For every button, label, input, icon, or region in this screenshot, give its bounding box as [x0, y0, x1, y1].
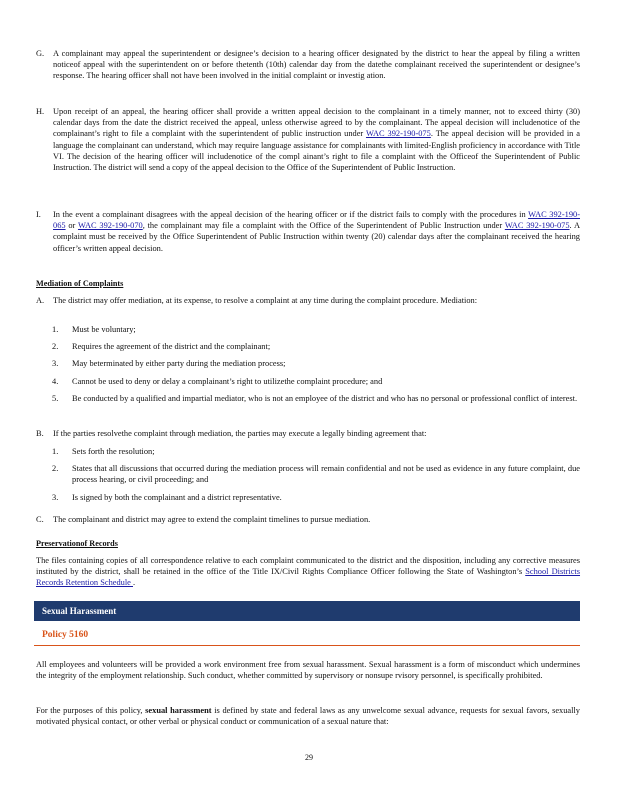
mediation-heading: Mediation of Complaints: [36, 279, 124, 288]
wac-link[interactable]: WAC 392-190-065: [53, 210, 580, 231]
item-letter: C.: [36, 515, 44, 524]
item-text: Upon receipt of an appeal, the hearing officer shall provide a written appeal decision to the complainant in a timely manner, not to exceed thirty (30) calendar days from the date the district received the appeal, unless otherwise agreed to by the complainant. The appeal decision will includenotice of the complainant’s right to file a complaint with the superintendent of public instruction under WAC 392-190-075. The appeal decision will be provided in a language the complainant can understand, which may require language assistance for complainants with limited-English proficiency in accordance with Title VI. The decision of the hearing officer will includenotice of the compl ainant’s right to file a complaint with the Officeof the Superintendent of Public Instruction. The district will send a copy of the appeal decision to the Office of the Superintendent of Public Instruction.: [53, 107, 580, 173]
mediation-item-c: [36, 514, 580, 525]
mediation-item-a: [36, 295, 580, 306]
list-item: 1. Must be voluntary;: [52, 325, 136, 334]
item-text: A complainant may appeal the superintendent or designee’s decision to a hearing officer designated by the district to hear the appeal by filing a written noticeof appeal with the superintendent on or before thetenth (10th) calendar day from the datethe complainant received the superintendent or designee’s response. The hearing officer shall not have been involved in the initial complaint or investig ation.: [53, 49, 580, 81]
appeal-item-h: [36, 106, 580, 173]
policy-header: [34, 624, 580, 646]
mediation-item-b: [36, 428, 580, 439]
list-item: 2. States that all discussions that occurred during the mediation process will remain confidential and not be used as evidence in any future complaint, due process hearing, or civil proceeding; and: [52, 464, 580, 485]
item-letter: G.: [36, 49, 45, 58]
item-text: In the event a complainant disagrees with the appeal decision of the hearing officer or if the district fails to comply with the procedures in WAC 392-190-065 or WAC 392-190-070, the complainant may file a complaint with the Office of the Superintendent of Public Instruction under WAC 392-190-075. A complaint must be received by the Office Superintendent of Public Instruction within twenty (20) calendar days after the complainant received the hearing officer’s written appeal decision.: [53, 210, 581, 253]
section-title-bar: [34, 601, 580, 621]
item-letter: H.: [36, 107, 45, 116]
page-number: 29: [305, 753, 313, 762]
wac-link[interactable]: WAC 392-190-075: [365, 129, 431, 139]
item-text: If the parties resolvethe complaint through mediation, the parties may execute a legally binding agreement that:: [53, 429, 427, 438]
list-item: 5. Be conducted by a qualified and impartial mediator, who is not an employee of the district and who has no personal or professional conflict of interest.: [52, 394, 578, 403]
appeal-item-i: [36, 209, 580, 254]
retention-schedule-link[interactable]: School Districts Records Retention Schedule: [36, 567, 581, 588]
item-text: The complainant and district may agree to extend the complaint timelines to pursue mediation.: [53, 515, 371, 524]
list-item: 2. Requires the agreement of the district and the complainant;: [52, 342, 271, 351]
item-letter: B.: [36, 429, 44, 438]
section-title: Sexual Harassment: [42, 606, 117, 616]
wac-link[interactable]: WAC 392-190-070: [78, 221, 143, 231]
harassment-paragraph-1: All employees and volunteers will be provided a work environment free from sexual harassment. Sexual harassment is a form of misconduct which undermines the integrity of the employment relationship. Such conduct, whether committed by supervisory or nonsupe rvisory personnel, is specifically prohibited.: [36, 660, 580, 681]
item-letter: A.: [36, 296, 45, 305]
list-item: 1. Sets forth the resolution;: [52, 447, 155, 456]
appeal-item-g: [36, 48, 580, 82]
harassment-paragraph-2: For the purposes of this policy, sexual harassment is defined by state and federal laws as any unwelcome sexual advance, requests for sexual favors, sexually motivated physical contact, or other verbal or physical conduct or communication of a sexual nature that:: [36, 706, 580, 727]
list-item: 4. Cannot be used to deny or delay a complainant’s right to utilizethe complaint procedure; and: [52, 377, 383, 386]
sexual-harassment-term: sexual harassment: [145, 706, 212, 715]
list-item: 3. Is signed by both the complainant and a district representative.: [52, 493, 282, 502]
preservation-paragraph: The files containing copies of all correspondence relative to each complaint communicated to the district and the disposition, including any corrective measures instituted by the district, shall be retained in the office of the Title IX/Civil Rights Compliance Officer following the State of Washington’s School Districts Records Retention Schedule .: [36, 556, 581, 588]
item-letter: I.: [36, 210, 41, 219]
list-item: 3. May beterminated by either party during the mediation process;: [52, 359, 286, 368]
policy-number: Policy 5160: [42, 630, 89, 640]
wac-link[interactable]: WAC 392-190-075: [504, 221, 570, 231]
item-text: The district may offer mediation, at its expense, to resolve a complaint at any time during the complaint procedure. Mediation:: [53, 296, 478, 305]
preservation-heading: Preservationof Records: [36, 539, 118, 548]
